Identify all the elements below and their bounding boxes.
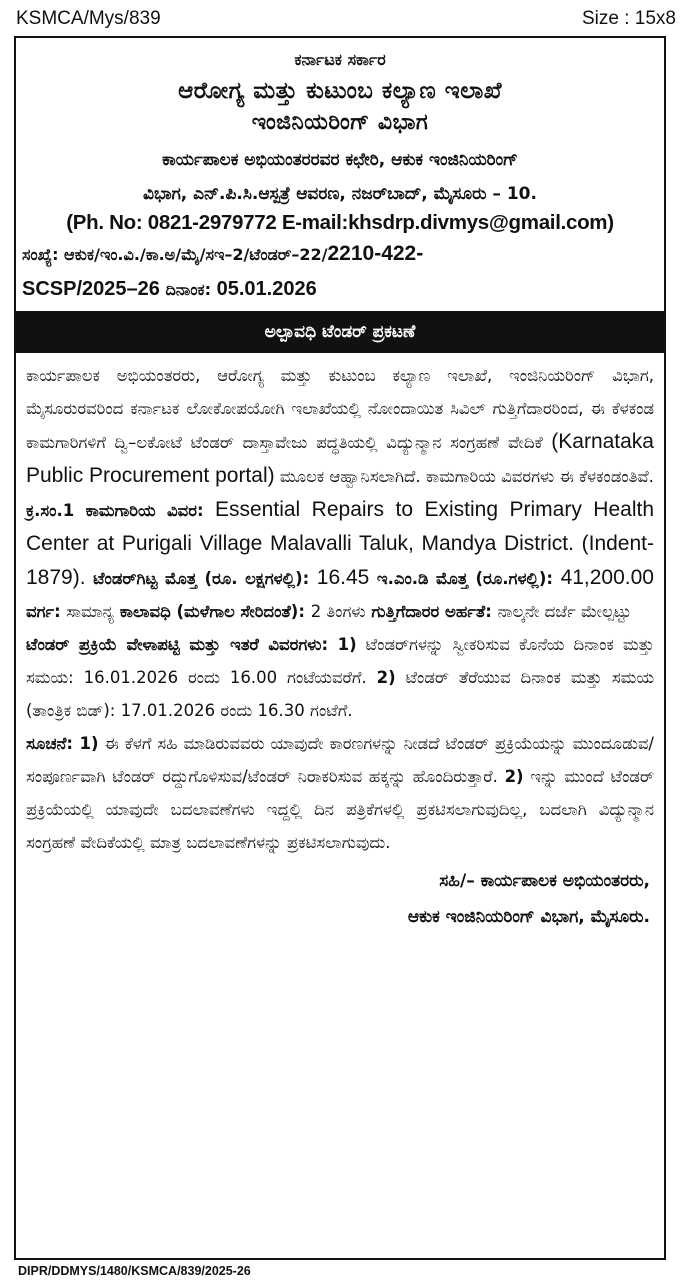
contact-line: (Ph. No: 0821-2979772 E-mail:khsdrp.divmys@gmail.com) <box>66 211 614 234</box>
ad-size: Size : 15x8 <box>582 8 676 29</box>
note-1-number: 1) <box>79 734 99 753</box>
ref-code-1: 2210-422- <box>327 242 424 265</box>
bid-open-date: 17.01.2026 <box>120 701 216 720</box>
class-label: ವರ್ಗ: <box>26 602 67 621</box>
eligibility-label: ಗುತ್ತಿಗೆದಾರರ ಅರ್ಹತೆ: <box>365 602 498 621</box>
amount-label: ಟೆಂಡರ್‌ಗಿಟ್ಟ ಮೊತ್ತ <box>85 569 205 588</box>
office-header <box>16 38 664 235</box>
address-line-2: ವಿಭಾಗ, ಎನ್.ಪಿ.ಸಿ.ಆಸ್ಪತ್ರೆ ಆವರಣ, ನಜರ್‌ಬಾದ್, ಮೈಸೂರು – 10. <box>143 184 537 204</box>
schedule-item-2-at: ಗಂಟೆಗೆ. <box>304 701 353 720</box>
ref-year: /2025–26 <box>76 278 166 300</box>
schedule-item-1-until: ಗಂಟೆಯವರೆಗೆ. <box>277 668 377 687</box>
ref-code-2: SCSP <box>22 278 77 300</box>
work-label: ಕ್ರ.ಸಂ.1 ಕಾಮಗಾರಿಯ ವಿವರ: <box>26 501 215 520</box>
wing-name: ಇಂಜಿನಿಯರಿಂಗ್ ವಿಭಾಗ <box>251 110 429 135</box>
emd-amount: 41,200.00 <box>560 566 654 589</box>
work-details <box>26 493 654 628</box>
eligibility-value: ನಾಲ್ಕನೇ ದರ್ಜೆ ಮೇಲ್ಪಟ್ಟು <box>497 602 632 621</box>
office-address <box>24 143 656 211</box>
schedule-label: ಟೆಂಡರ್ ಪ್ರಕ್ರಿಯೆ ವೇಳಾಪಟ್ಟಿ ಮತ್ತು ಇತರೆ ವಿವರಗಳು: <box>26 635 338 654</box>
address-line-1: ಕಾರ್ಯಪಾಲಕ ಅಭಿಯಂತರರವರ ಕಛೇರಿ, ಆಕುಕ ಇಂಜಿನಿಯರಿಂಗ್ <box>162 150 518 170</box>
signature-block <box>16 863 664 935</box>
schedule-item-1-text: ಟೆಂಡರ್‌ಗಳನ್ನು ಸ್ವೀಕರಿಸುವ ಕೊನೆಯ ದಿನಾಂಕ ಮತ್ತು ಸಮಯ: <box>26 635 654 687</box>
schedule-item-2-on: ರಂದು <box>215 701 258 720</box>
top-strip <box>16 4 676 34</box>
department-name: ಆರೋಗ್ಯ ಮತ್ತು ಕುಟುಂಬ ಕಲ್ಯಾಣ ಇಲಾಖೆ <box>178 78 502 104</box>
signature-line-1: ಸಹಿ/– ಕಾರ್ಯಪಾಲಕ ಅಭಿಯಂತರರು, <box>439 871 650 891</box>
signature-line-2: ಆಕುಕ ಇಂಜಿನಿಯರಿಂಗ್ ವಿಭಾಗ, ಮೈಸೂರು. <box>407 907 650 927</box>
dipr-code: DIPR/DDMYS/1480/KSMCA/839/2025-26 <box>18 1264 251 1278</box>
schedule-item-2-text: ಟೆಂಡರ್ ತೆರೆಯುವ ದಿನಾಂಕ ಮತ್ತು ಸಮಯ (ತಾಂತ್ರಿಕ ಬಿಡ್): <box>26 668 654 720</box>
note-2-number: 2) <box>504 767 524 786</box>
notice-date: 05.01.2026 <box>216 278 317 300</box>
amount-unit: (ರೂ. ಲಕ್ಷಗಳಲ್ಲಿ): <box>204 569 317 588</box>
note-2-text: ಇನ್ನು ಮುಂದೆ ಟೆಂಡರ್ ಪ್ರಕ್ರಿಯೆಯಲ್ಲಿ ಯಾವುದೇ ಬದಲಾವಣೆಗಳು ಇದ್ದಲ್ಲಿ ದಿನ ಪತ್ರಿಕೆಗಳಲ್ಲಿ ಪ್ರಕಟಿಸಲಾಗುವುದಿಲ್ಲ, ಬದಲಾಗಿ ವಿದ್ಯುನ್ಮಾನ ಸಂಗ್ರಹಣೆ ವೇದಿಕೆಯಲ್ಲಿ ಮಾತ್ರ ಬದಲಾವಣೆಗಳನ್ನು ಪ್ರಕಟಿಸಲಾಗುವುದು. <box>26 767 654 852</box>
bid-last-date: 16.01.2026 <box>83 668 179 687</box>
portal-name: (Karnataka Public Procurement portal) <box>26 430 654 487</box>
bid-last-time: 16.00 <box>229 668 278 687</box>
intro-text-1: ಕಾರ್ಯಪಾಲಕ ಅಭಿಯಂತರರು, ಆರೋಗ್ಯ ಮತ್ತು ಕುಟುಂಬ ಕಲ್ಯಾಣ ಇಲಾಖೆ, ಇಂಜಿನಿಯರಿಂಗ್ ವಿಭಾಗ, ಮೈಸೂರುರವರಿಂದ ಕರ್ನಾಟಕ ಲೋಕೋಪಯೋಗಿ ಇಲಾಖೆಯಲ್ಲಿ ನೋಂದಾಯಿತ ಸಿವಿಲ್ ಗುತ್ತಿಗೆದಾರರಿಂದ, ಈ ಕೆಳಕಂಡ ಕಾಮಗಾರಿಗಳಿಗೆ ದ್ವಿ–ಲಕೋಟೆ ಟೆಂಡರ್ ದಾಸ್ತಾವೇಜು ಪದ್ಧತಿಯಲ್ಲಿ ವಿದ್ಯುನ್ಮಾನ ಸಂಗ್ರಹಣೆ ವೇದಿಕೆ <box>26 366 654 452</box>
release-code: KSMCA/Mys/839 <box>16 8 161 29</box>
notice-body <box>16 353 664 859</box>
class-value: ಸಾಮಾನ್ಯ <box>66 602 114 621</box>
bid-open-time: 16.30 <box>257 701 305 720</box>
notice-frame <box>14 36 666 1260</box>
work-description: Essential Repairs to Existing Primary Health Center at Purigali Village Malavalli Taluk, Mandya District. (Indent-1879). <box>26 498 655 589</box>
tender-amount: 16.45 <box>316 566 370 589</box>
intro-paragraph <box>26 359 654 493</box>
reference-number <box>16 237 664 307</box>
notes-label: ಸೂಚನೆ: <box>26 734 80 753</box>
schedule-item-2-number: 2) <box>376 668 396 687</box>
schedule-item-1-on: ರಂದು <box>178 668 230 687</box>
date-label: ದಿನಾಂಕ: <box>165 280 217 299</box>
period-label: ಕಾಲಾವಧಿ (ಮಳೆಗಾಲ ಸೇರಿದಂತೆ): <box>113 602 311 621</box>
emd-label: ಇ.ಎಂ.ಡಿ ಮೊತ್ತ <box>369 569 476 588</box>
note-1-text: ಈ ಕೆಳಗೆ ಸಹಿ ಮಾಡಿರುವವರು ಯಾವುದೇ ಕಾರಣಗಳನ್ನು ನೀಡದೆ ಟೆಂಡರ್ ಪ್ರಕ್ರಿಯೆಯನ್ನು ಮುಂದೂಡುವ/ಸಂಪೂರ್ಣವಾಗಿ ಟೆಂಡರ್ ರದ್ದುಗೊಳಿಸುವ/ಟೆಂಡರ್ ನಿರಾಕರಿಸುವ ಹಕ್ಕನ್ನು ಹೊಂದಿರುತ್ತಾರೆ. <box>26 734 654 786</box>
schedule-item-1-number: 1) <box>337 635 357 654</box>
ref-prefix: ಸಂಖ್ಯೆ: ಆಕುಕ/ಇಂ.ವಿ./ಕಾ.ಅ/ಮೈ/ಸಇ–2/ಟೆಂಡರ್–22/ <box>22 245 328 264</box>
period-value: 2 ತಿಂಗಳು <box>310 602 366 621</box>
government-name: ಕರ್ನಾಟಕ ಸರ್ಕಾರ <box>294 50 386 69</box>
emd-unit: (ರೂ.ಗಳಲ್ಲಿ): <box>475 569 561 588</box>
intro-text-2: ಮೂಲಕ ಆಹ್ವಾನಿಸಲಾಗಿದೆ. ಕಾಮಗಾರಿಯ ವಿವರಗಳು ಈ ಕೆಳಕಂಡಂತಿವೆ. <box>274 467 654 486</box>
notes <box>26 727 654 859</box>
notice-title-band: ಅಲ್ಪಾವಧಿ ಟೆಂಡರ್ ಪ್ರಕಟಣೆ <box>16 311 664 353</box>
schedule-details <box>26 628 654 727</box>
